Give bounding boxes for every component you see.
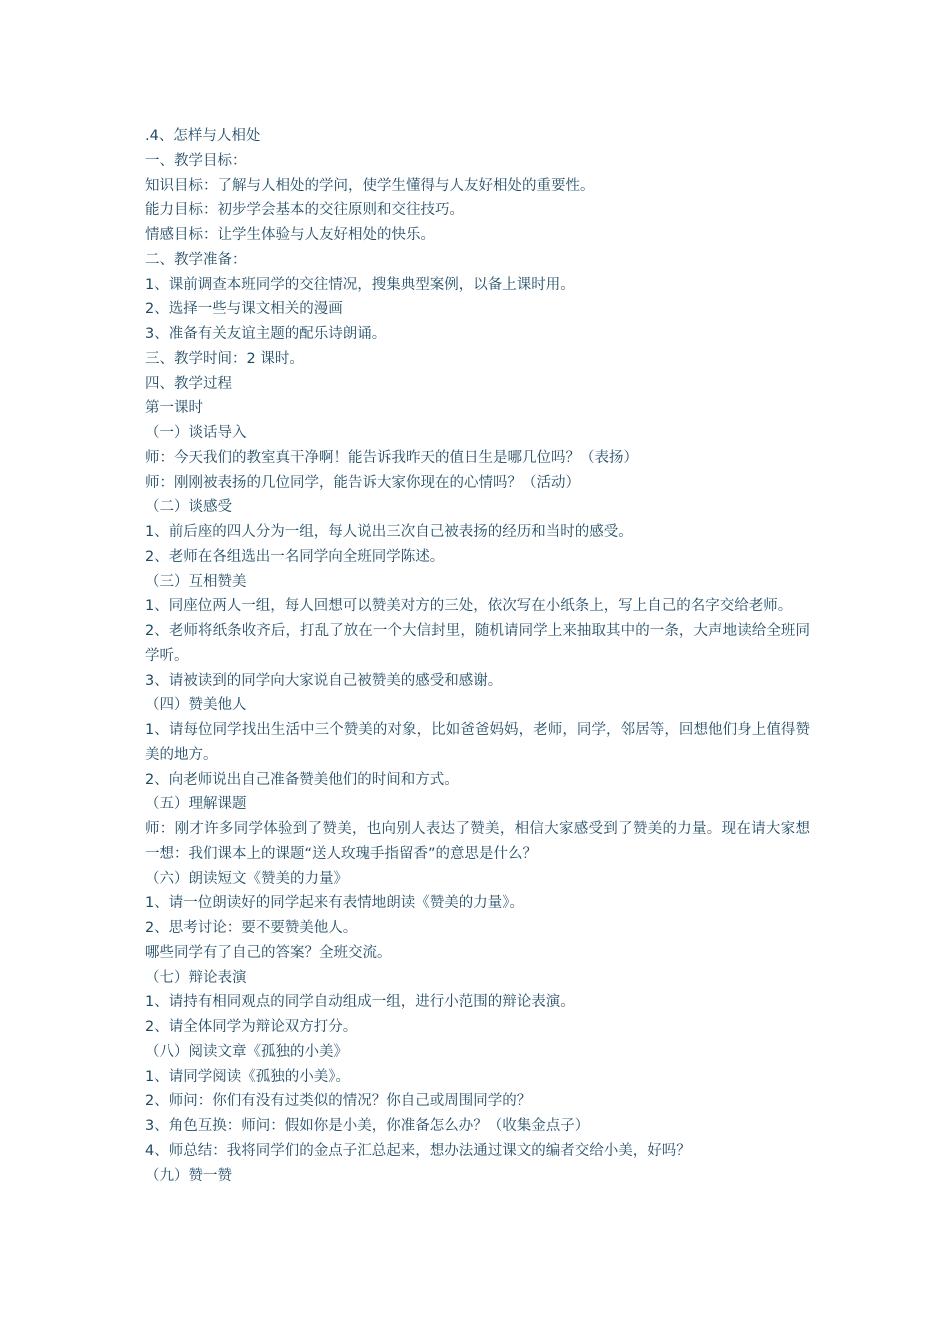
step-item: 2、向老师说出自己准备赞美他们的时间和方式。 bbox=[145, 771, 459, 788]
step-heading: （五）理解课题 bbox=[145, 796, 247, 813]
step-item: 2、师问：你们有没有过类似的情况？你自己或周围同学的？ bbox=[145, 1093, 532, 1110]
step-item: 1、请每位同学找出生活中三个赞美的对象，比如爸爸妈妈，老师，同学，邻居等，回想他们身上值得赞美的地方。 bbox=[145, 722, 810, 763]
preparation-item: 2、选择一些与课文相关的漫画 bbox=[145, 301, 343, 318]
step-item: 1、前后座的四人分为一组，每人说出三次自己被表扬的经历和当时的感受。 bbox=[145, 524, 633, 540]
step-heading: （三）互相赞美 bbox=[145, 573, 247, 590]
preparation-item: 3、准备有关友谊主题的配乐诗朗诵。 bbox=[145, 326, 387, 342]
knowledge-objective: 知识目标：了解与人相处的学问，使学生懂得与人友好相处的重要性。 bbox=[145, 177, 595, 194]
step-heading: （八）阅读文章《孤独的小美》 bbox=[145, 1043, 348, 1060]
teacher-line: 师：今天我们的教室真干净啊！能告诉我昨天的值日生是哪几位吗？（表扬） bbox=[145, 449, 638, 466]
step-item: 哪些同学有了自己的答案？全班交流。 bbox=[145, 944, 392, 961]
step-item: 3、角色互换：师问：假如你是小美，你准备怎么办？（收集金点子） bbox=[145, 1118, 590, 1134]
step-item: 2、请全体同学为辩论双方打分。 bbox=[145, 1019, 358, 1035]
teacher-line: 师：刚才许多同学体验到了赞美，也向别人表达了赞美，相信大家感受到了赞美的力量。现在请大家想一想：我们课本上的课题“送人玫瑰手指留香”的意思是什么？ bbox=[145, 821, 810, 862]
step-item: 3、请被读到的同学向大家说自己被赞美的感受和感谢。 bbox=[145, 672, 503, 689]
lesson-title: .4、怎样与人相处 bbox=[145, 128, 261, 144]
step-item: 2、老师在各组选出一名同学向全班同学陈述。 bbox=[145, 548, 445, 565]
step-heading: （一）谈话导入 bbox=[145, 425, 247, 441]
section-heading-preparation: 二、教学准备： bbox=[145, 251, 247, 268]
step-item: 1、请一位朗读好的同学起来有表情地朗读《赞美的力量》。 bbox=[145, 895, 524, 912]
document-body bbox=[145, 124, 825, 1188]
section-heading-time: 三、教学时间：2 课时。 bbox=[145, 350, 304, 367]
step-heading: （六）朗读短文《赞美的力量》 bbox=[145, 870, 348, 887]
teacher-line: 师：刚刚被表扬的几位同学，能告诉大家你现在的心情吗？（活动） bbox=[145, 474, 580, 491]
step-item: 1、同座位两人一组，每人回想可以赞美对方的三处，依次写在小纸条上，写上自己的名字交给老师。 bbox=[145, 598, 793, 615]
step-heading: （四）赞美他人 bbox=[145, 697, 247, 714]
step-item: 2、思考讨论：要不要赞美他人。 bbox=[145, 920, 358, 936]
step-heading: （七）辩论表演 bbox=[145, 969, 247, 986]
step-item: 2、老师将纸条收齐后，打乱了放在一个大信封里，随机请同学上来抽取其中的一条，大声地读给全班同学听。 bbox=[145, 623, 810, 664]
section-heading-objectives: 一、教学目标： bbox=[145, 152, 247, 169]
lesson-period-heading: 第一课时 bbox=[145, 400, 203, 417]
step-heading: （九）赞一赞 bbox=[145, 1167, 232, 1184]
step-heading: （二）谈感受 bbox=[145, 499, 232, 516]
step-item: 1、请同学阅读《孤独的小美》。 bbox=[145, 1068, 350, 1085]
ability-objective: 能力目标：初步学会基本的交往原则和交往技巧。 bbox=[145, 202, 464, 219]
step-item: 1、请持有相同观点的同学自动组成一组，进行小范围的辩论表演。 bbox=[145, 994, 575, 1011]
step-item: 4、师总结：我将同学们的金点子汇总起来，想办法通过课文的编者交给小美，好吗？ bbox=[145, 1142, 691, 1159]
emotion-objective: 情感目标：让学生体验与人友好相处的快乐。 bbox=[145, 227, 435, 243]
preparation-item: 1、课前调查本班同学的交往情况，搜集典型案例，以备上课时用。 bbox=[145, 276, 575, 293]
section-heading-process: 四、教学过程 bbox=[145, 375, 232, 392]
